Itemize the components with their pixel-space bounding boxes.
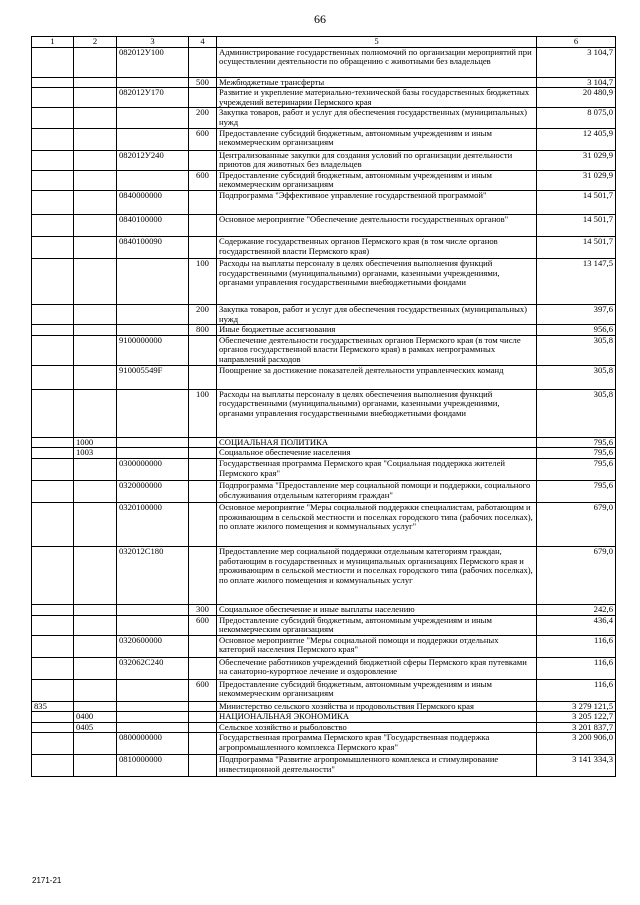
description-cell: Социальное обеспечение населения [217, 448, 537, 459]
expense-type-cell [189, 755, 217, 777]
expense-type-cell: 200 [189, 304, 217, 324]
table-row [32, 170, 616, 190]
description-cell: Закупка товаров, работ и услуг для обеспечения государственных (муниципальных) нужд [217, 304, 537, 324]
section-code-cell [74, 502, 117, 546]
target-article-cell [117, 679, 189, 701]
admin-code-cell [32, 150, 74, 170]
target-article-cell: 032012С180 [117, 546, 189, 604]
admin-code-cell [32, 755, 74, 777]
target-article-cell: 0840100090 [117, 236, 189, 258]
column-header: 1 [32, 37, 74, 48]
amount-cell: 397,6 [537, 304, 616, 324]
amount-cell: 3 104,7 [537, 47, 616, 77]
section-code-cell [74, 679, 117, 701]
table-row [32, 615, 616, 635]
expense-type-cell [189, 635, 217, 657]
amount-cell: 679,0 [537, 502, 616, 546]
description-cell: Обеспечение деятельности государственных органов Пермского края (в том числе органов государственной власти Пермского края) в рамках непрограммных направлений расходов [217, 335, 537, 365]
table-row [32, 47, 616, 77]
target-article-cell [117, 325, 189, 336]
target-article-cell [117, 701, 189, 712]
target-article-cell: 082012У240 [117, 150, 189, 170]
description-cell: СОЦИАЛЬНАЯ ПОЛИТИКА [217, 437, 537, 448]
description-cell: Основное мероприятие "Меры социальной поддержки специалистам, работающим и проживающим в сельской местности и поселках городского типа (рабочих поселках), по оплате жилого помещения и коммунальных услуг" [217, 502, 537, 546]
admin-code-cell [32, 88, 74, 108]
table-row [32, 679, 616, 701]
table-row [32, 150, 616, 170]
description-cell: Администрирование государственных полномочий по организации мероприятий при осуществлении деятельности по обращению с животными без владельцев [217, 47, 537, 77]
target-article-cell: 0300000000 [117, 458, 189, 480]
expense-type-cell [189, 365, 217, 389]
section-code-cell [74, 190, 117, 214]
table-row [32, 335, 616, 365]
description-cell: Межбюджетные трансферты [217, 77, 537, 88]
section-code-cell [74, 615, 117, 635]
section-code-cell [74, 480, 117, 502]
amount-cell: 116,6 [537, 679, 616, 701]
amount-cell: 305,8 [537, 365, 616, 389]
table-row [32, 258, 616, 304]
target-article-cell [117, 448, 189, 459]
table-row [32, 88, 616, 108]
admin-code-cell [32, 615, 74, 635]
admin-code-cell [32, 722, 74, 733]
section-code-cell [74, 88, 117, 108]
admin-code-cell [32, 128, 74, 150]
admin-code-cell [32, 733, 74, 755]
target-article-cell: 0810000000 [117, 755, 189, 777]
section-code-cell [74, 108, 117, 128]
admin-code-cell [32, 108, 74, 128]
target-article-cell: 9100000000 [117, 335, 189, 365]
expense-type-cell: 600 [189, 128, 217, 150]
amount-cell: 679,0 [537, 546, 616, 604]
description-cell: Основное мероприятие "Меры социальной помощи и поддержки отдельных категорий населения Пермского края" [217, 635, 537, 657]
admin-code-cell [32, 437, 74, 448]
section-code-cell [74, 635, 117, 657]
amount-cell: 3 104,7 [537, 77, 616, 88]
target-article-cell: 032062С240 [117, 657, 189, 679]
admin-code-cell [32, 712, 74, 723]
description-cell: Предоставление субсидий бюджетным, автономным учреждениям и иным некоммерческим организациям [217, 128, 537, 150]
budget-table [31, 36, 616, 777]
target-article-cell: 910005549F [117, 365, 189, 389]
section-code-cell: 1000 [74, 437, 117, 448]
table-row [32, 733, 616, 755]
amount-cell: 436,4 [537, 615, 616, 635]
table-row [32, 389, 616, 437]
expense-type-cell [189, 236, 217, 258]
target-article-cell [117, 615, 189, 635]
target-article-cell: 082012У170 [117, 88, 189, 108]
admin-code-cell [32, 304, 74, 324]
admin-code-cell [32, 170, 74, 190]
amount-cell: 305,8 [537, 389, 616, 437]
table-row [32, 480, 616, 502]
expense-type-cell [189, 733, 217, 755]
admin-code-cell [32, 458, 74, 480]
admin-code-cell [32, 448, 74, 459]
amount-cell: 795,6 [537, 480, 616, 502]
admin-code-cell [32, 502, 74, 546]
admin-code-cell [32, 657, 74, 679]
description-cell: Предоставление субсидий бюджетным, автономным учреждениям и иным некоммерческим организациям [217, 170, 537, 190]
table-row [32, 712, 616, 723]
table-row [32, 437, 616, 448]
admin-code-cell: 835 [32, 701, 74, 712]
amount-cell: 14 501,7 [537, 236, 616, 258]
section-code-cell: 0405 [74, 722, 117, 733]
section-code-cell [74, 304, 117, 324]
expense-type-cell: 600 [189, 615, 217, 635]
amount-cell: 3 200 906,0 [537, 733, 616, 755]
table-row [32, 701, 616, 712]
expense-type-cell: 600 [189, 170, 217, 190]
section-code-cell [74, 335, 117, 365]
description-cell: Социальное обеспечение и иные выплаты населению [217, 604, 537, 615]
section-code-cell [74, 150, 117, 170]
section-code-cell [74, 258, 117, 304]
admin-code-cell [32, 604, 74, 615]
expense-type-cell [189, 150, 217, 170]
amount-cell: 14 501,7 [537, 190, 616, 214]
amount-cell: 305,8 [537, 335, 616, 365]
amount-cell: 795,6 [537, 458, 616, 480]
expense-type-cell [189, 546, 217, 604]
expense-type-cell: 100 [189, 389, 217, 437]
target-article-cell: 0800000000 [117, 733, 189, 755]
table-row [32, 458, 616, 480]
target-article-cell [117, 437, 189, 448]
description-cell: Подпрограмма "Предоставление мер социальной помощи и поддержки, социального обслуживания отдельным категориям граждан" [217, 480, 537, 502]
table-row [32, 365, 616, 389]
amount-cell: 795,6 [537, 448, 616, 459]
description-cell: НАЦИОНАЛЬНАЯ ЭКОНОМИКА [217, 712, 537, 723]
admin-code-cell [32, 258, 74, 304]
amount-cell: 8 075,0 [537, 108, 616, 128]
expense-type-cell [189, 480, 217, 502]
admin-code-cell [32, 190, 74, 214]
admin-code-cell [32, 325, 74, 336]
target-article-cell [117, 304, 189, 324]
target-article-cell: 0320000000 [117, 480, 189, 502]
expense-type-cell [189, 458, 217, 480]
description-cell: Централизованные закупки для создания условий по организации деятельности приютов для животных без владельцев [217, 150, 537, 170]
amount-cell: 14 501,7 [537, 214, 616, 236]
target-article-cell [117, 604, 189, 615]
expense-type-cell [189, 722, 217, 733]
target-article-cell: 0320600000 [117, 635, 189, 657]
amount-cell: 20 480,9 [537, 88, 616, 108]
table-row [32, 304, 616, 324]
admin-code-cell [32, 365, 74, 389]
section-code-cell [74, 170, 117, 190]
target-article-cell [117, 722, 189, 733]
description-cell: Предоставление субсидий бюджетным, автономным учреждениям и иным некоммерческим организациям [217, 615, 537, 635]
amount-cell: 3 279 121,5 [537, 701, 616, 712]
expense-type-cell [189, 214, 217, 236]
table-row [32, 722, 616, 733]
target-article-cell: 0320100000 [117, 502, 189, 546]
section-code-cell: 0400 [74, 712, 117, 723]
amount-cell: 31 029,9 [537, 150, 616, 170]
column-header: 6 [537, 37, 616, 48]
admin-code-cell [32, 335, 74, 365]
amount-cell: 956,6 [537, 325, 616, 336]
amount-cell: 116,6 [537, 635, 616, 657]
description-cell: Государственная программа Пермского края "Социальная поддержка жителей Пермского края" [217, 458, 537, 480]
description-cell: Расходы на выплаты персоналу в целях обеспечения выполнения функций государственными (муниципальными) органами, казенными учреждениями, органами управления государственными внебюджетными фондами [217, 258, 537, 304]
column-header: 3 [117, 37, 189, 48]
expense-type-cell [189, 47, 217, 77]
table-row [32, 448, 616, 459]
admin-code-cell [32, 480, 74, 502]
target-article-cell: 0840100000 [117, 214, 189, 236]
expense-type-cell: 600 [189, 679, 217, 701]
section-code-cell [74, 47, 117, 77]
amount-cell: 31 029,9 [537, 170, 616, 190]
section-code-cell [74, 214, 117, 236]
admin-code-cell [32, 389, 74, 437]
amount-cell: 3 141 334,3 [537, 755, 616, 777]
column-header: 2 [74, 37, 117, 48]
table-row [32, 604, 616, 615]
table-row [32, 77, 616, 88]
table-row [32, 214, 616, 236]
target-article-cell [117, 108, 189, 128]
footer-code: 2171-21 [32, 876, 62, 885]
expense-type-cell [189, 437, 217, 448]
table-row [32, 635, 616, 657]
column-header: 5 [217, 37, 537, 48]
section-code-cell [74, 733, 117, 755]
column-header: 4 [189, 37, 217, 48]
table-row [32, 755, 616, 777]
admin-code-cell [32, 77, 74, 88]
section-code-cell [74, 604, 117, 615]
description-cell: Подпрограмма "Эффективное управление государственной программой" [217, 190, 537, 214]
section-code-cell [74, 701, 117, 712]
expense-type-cell: 100 [189, 258, 217, 304]
section-code-cell [74, 128, 117, 150]
expense-type-cell [189, 448, 217, 459]
description-cell: Закупка товаров, работ и услуг для обеспечения государственных (муниципальных) нужд [217, 108, 537, 128]
description-cell: Предоставление субсидий бюджетным, автономным учреждениям и иным некоммерческим организациям [217, 679, 537, 701]
table-row [32, 108, 616, 128]
section-code-cell [74, 236, 117, 258]
table-row [32, 190, 616, 214]
expense-type-cell [189, 190, 217, 214]
admin-code-cell [32, 546, 74, 604]
expense-type-cell [189, 657, 217, 679]
description-cell: Содержание государственных органов Пермского края (в том числе органов государственной власти Пермского края) [217, 236, 537, 258]
target-article-cell [117, 170, 189, 190]
table-row [32, 502, 616, 546]
admin-code-cell [32, 47, 74, 77]
amount-cell: 3 205 122,7 [537, 712, 616, 723]
table-row [32, 236, 616, 258]
description-cell: Предоставление мер социальной поддержки отдельным категориям граждан, работающим в государственных и муниципальных организациях Пермского края и проживающим в сельской местности и поселках городского типа (рабочих поселках), по оплате жилого помещения и коммунальных услуг [217, 546, 537, 604]
description-cell: Министерство сельского хозяйства и продовольствия Пермского края [217, 701, 537, 712]
target-article-cell [117, 77, 189, 88]
target-article-cell [117, 712, 189, 723]
description-cell: Поощрение за достижение показателей деятельности управленческих команд [217, 365, 537, 389]
expense-type-cell: 200 [189, 108, 217, 128]
section-code-cell [74, 325, 117, 336]
table-row [32, 657, 616, 679]
target-article-cell: 0840000000 [117, 190, 189, 214]
expense-type-cell [189, 712, 217, 723]
target-article-cell [117, 258, 189, 304]
description-cell: Основное мероприятие "Обеспечение деятельности государственных органов" [217, 214, 537, 236]
admin-code-cell [32, 236, 74, 258]
amount-cell: 12 405,9 [537, 128, 616, 150]
description-cell: Государственная программа Пермского края "Государственная поддержка агропромышленного комплекса Пермского края" [217, 733, 537, 755]
expense-type-cell [189, 701, 217, 712]
description-cell: Расходы на выплаты персоналу в целях обеспечения выполнения функций государственными (муниципальными) органами, казенными учреждениями, органами управления государственными внебюджетными фондами [217, 389, 537, 437]
target-article-cell [117, 389, 189, 437]
description-cell: Сельское хозяйство и рыболовство [217, 722, 537, 733]
expense-type-cell [189, 88, 217, 108]
expense-type-cell [189, 502, 217, 546]
target-article-cell [117, 128, 189, 150]
table-row [32, 546, 616, 604]
admin-code-cell [32, 214, 74, 236]
amount-cell: 13 147,5 [537, 258, 616, 304]
expense-type-cell: 800 [189, 325, 217, 336]
amount-cell: 116,6 [537, 657, 616, 679]
target-article-cell: 082012У100 [117, 47, 189, 77]
expense-type-cell: 500 [189, 77, 217, 88]
expense-type-cell [189, 335, 217, 365]
description-cell: Иные бюджетные ассигнования [217, 325, 537, 336]
table-row [32, 128, 616, 150]
expense-type-cell: 300 [189, 604, 217, 615]
section-code-cell [74, 546, 117, 604]
table-header-row [32, 37, 616, 48]
section-code-cell [74, 657, 117, 679]
description-cell: Развитие и укрепление материально-технической базы государственных бюджетных учреждений ветеринарии Пермского края [217, 88, 537, 108]
section-code-cell: 1003 [74, 448, 117, 459]
table-row [32, 325, 616, 336]
admin-code-cell [32, 679, 74, 701]
section-code-cell [74, 389, 117, 437]
amount-cell: 242,6 [537, 604, 616, 615]
description-cell: Подпрограмма "Развитие агропромышленного комплекса и стимулирование инвестиционной деятельности" [217, 755, 537, 777]
section-code-cell [74, 365, 117, 389]
page-number: 66 [314, 12, 326, 26]
section-code-cell [74, 458, 117, 480]
description-cell: Обеспечение работников учреждений бюджетной сферы Пермского края путевками на санаторно-курортное лечение и оздоровление [217, 657, 537, 679]
admin-code-cell [32, 635, 74, 657]
section-code-cell [74, 77, 117, 88]
section-code-cell [74, 755, 117, 777]
amount-cell: 795,6 [537, 437, 616, 448]
amount-cell: 3 201 837,7 [537, 722, 616, 733]
